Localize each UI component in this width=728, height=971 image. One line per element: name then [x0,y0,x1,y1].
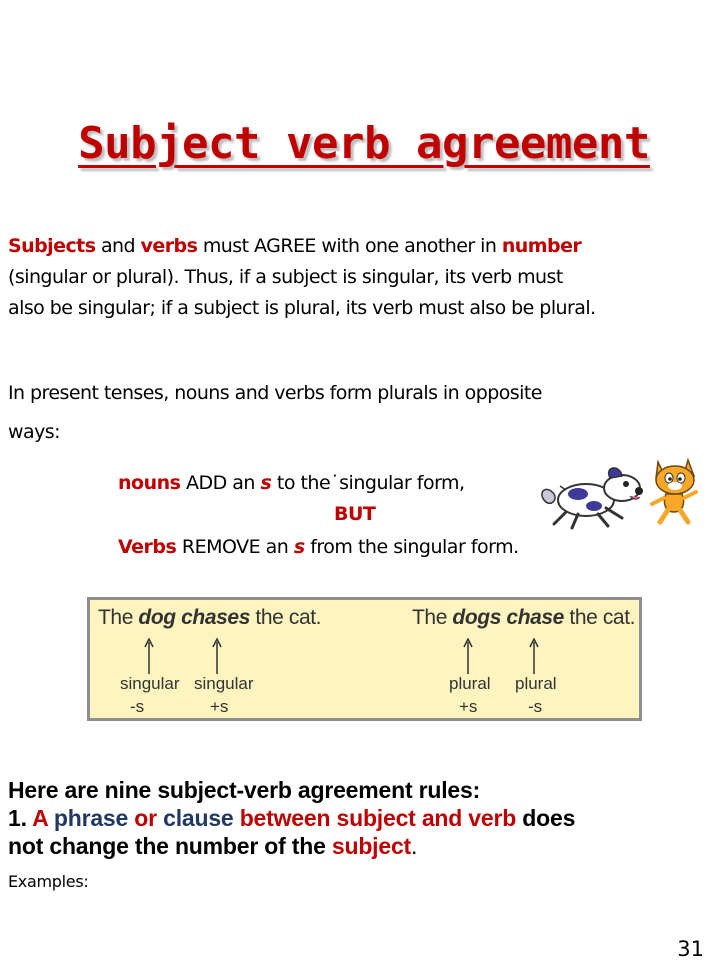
suffix-label: +s [210,697,229,716]
letter-s: s [293,536,305,558]
up-arrow-icon [212,638,222,674]
present-line-1: In present tenses, nouns and verbs form plurals in opposite [8,382,542,404]
examples-label: Examples: [8,872,89,891]
sentence-text: The [98,606,139,629]
suffix-label: -s [130,697,145,716]
suffix-label: +s [459,697,478,716]
up-arrow-icon [463,638,473,674]
suffix-label: -s [528,697,543,716]
sentence-text: The [412,606,453,629]
rule-text: from the singular form. [304,536,519,558]
sentence-text: the cat. [563,606,636,629]
rule-1-line-1 [8,804,724,832]
intro-text: must AGREE with one another in [197,235,502,257]
present-tense-paragraph [8,374,724,452]
term-number: number [501,235,582,257]
sentence-text: the cat. [249,606,322,629]
intro-text: and [95,235,141,257]
label-singular-verb: singular [194,674,254,693]
running-dog-illustration [536,464,648,530]
example-sentence-plural [412,606,635,630]
label-singular-noun: singular [120,674,180,693]
slide-title: Subject verb agreement [78,118,650,169]
sentence-noun: dog [138,606,176,629]
up-arrow-icon [529,638,539,674]
term-subjects: Subjects [8,235,96,257]
but-label: BUT [334,503,376,525]
rule-word: does [516,805,576,831]
page-number: 31 [677,937,704,961]
rules-section [8,776,724,860]
rule-number: 1. [8,805,33,831]
sentence-verb: chase [506,606,564,629]
term-nouns: nouns [118,472,181,494]
sentence-verb: chases [181,606,250,629]
rule-text: REMOVE an [176,536,294,558]
term-verbs: verbs [140,235,198,257]
label-plural-verb: plural [515,674,557,693]
rule-text: ADD an [180,472,261,494]
rules-heading: Here are nine subject-verb agreement rules: [8,777,481,803]
rule-word: subject [331,833,411,859]
rule-word: between subject and verb [239,805,517,831]
sentence-noun: dogs [452,606,501,629]
intro-line-1 [8,231,724,262]
nouns-rule-line [118,472,465,494]
rule-word: or [134,805,157,831]
rule-word: phrase [47,805,135,831]
intro-line-3: also be singular; if a subject is plural, its verb must also be plural. [8,297,596,319]
example-sentence-singular [98,606,321,630]
present-line-2: ways: [8,421,60,443]
rule-text: to the˙singular form, [271,472,465,494]
verbs-rule-line [118,536,519,558]
rule-word: A [32,805,48,831]
rule-period: . [411,833,418,859]
label-plural-noun: plural [449,674,491,693]
intro-paragraph [8,231,724,324]
up-arrow-icon [144,638,154,674]
rule-word: not change the number of the [8,833,332,859]
intro-line-2: (singular or plural). Thus, if a subject is singular, its verb must [8,266,563,288]
scratch-cat-illustration [648,456,700,526]
rule-1-line-2 [8,832,724,860]
letter-s: s [260,472,272,494]
rule-word: clause [156,805,240,831]
term-verbs-rule: Verbs [118,536,177,558]
example-sentences-box [87,597,642,721]
